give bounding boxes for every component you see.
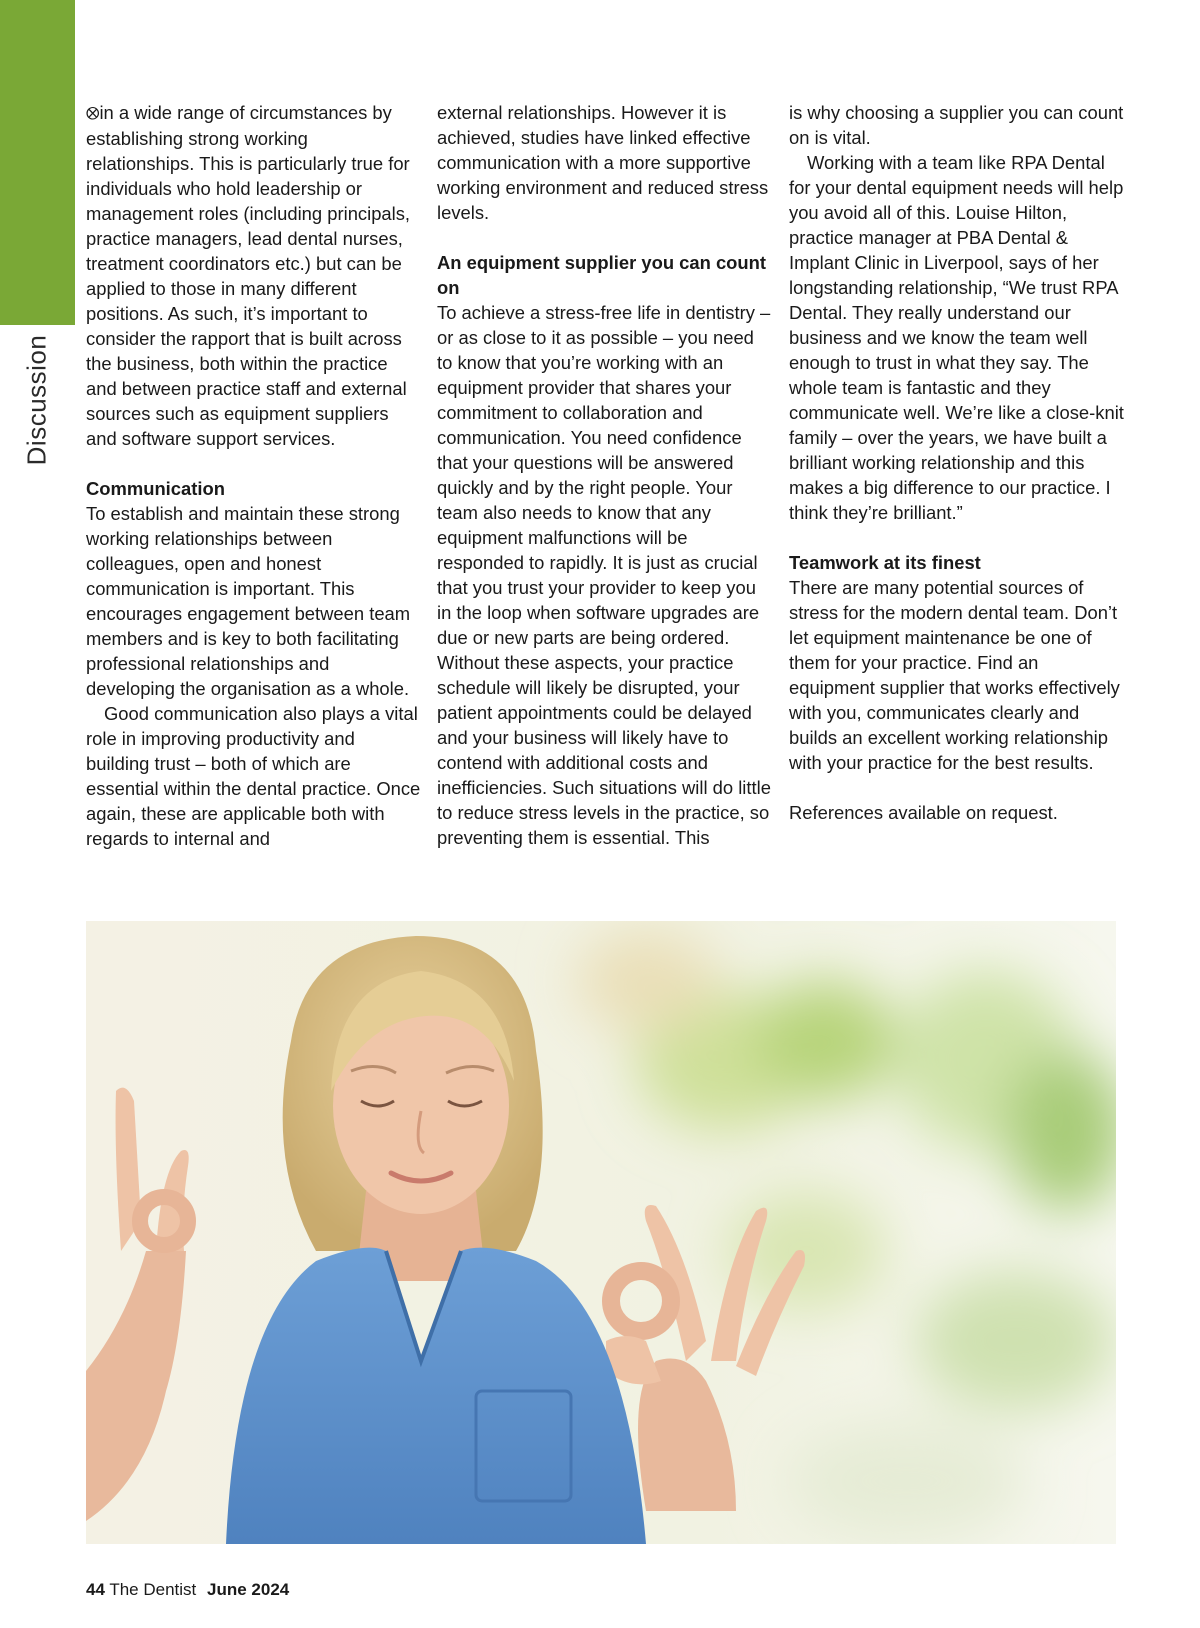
communication-paragraph-1: To establish and maintain these strong working relationships between colleagues, open and honest communication is important. This encourages engagement between team members and is key to both facilitating professional relationships and developing the organisation as a whole. xyxy=(86,503,411,699)
intro-rest: by establishing strong working relationships. This is particularly true for individuals who hold leadership or management roles (including principals, practice managers, lead dental nurses, treatment coordinators etc.) but can be applied to those in many different positions. As such, it’s important to consider the rapport that is built across the business, both within the practice and between practice staff and external sources such as equipment suppliers and software support services. xyxy=(86,102,411,449)
column2-paragraph-1: external relationships. However it is achieved, studies have linked effective communication with a more supportive working environment and reduced stress levels. xyxy=(437,102,769,223)
continued-arrow-icon: ⭙ xyxy=(86,104,100,123)
publication-name: The Dentist xyxy=(109,1580,197,1599)
communication-heading: Communication xyxy=(86,478,225,499)
supplier-paragraph: To achieve a stress-free life in dentistry – or as close to it as possible – you need to know that you’re working with an equipment provider that shares your commitment to collaboration and communication. You need confidence that your questions will be answered quickly and by the right people. Your team also needs to know that any equipment malfunctions will be responded to rapidly. It is just as crucial that you trust your provider to keep you in the loop when software upgrades are due or new parts are being ordered. Without these aspects, your practice schedule will likely be disrupted, your patient appointments could be delayed and your business will likely have to contend with additional costs and inefficiencies. Such situations will do little to reduce stress levels in the practice, so preventing them is essential. This xyxy=(437,302,771,848)
article-column-3 xyxy=(789,100,1124,825)
references-note: References available on request. xyxy=(789,802,1058,823)
article-column-1 xyxy=(86,100,421,851)
communication-paragraph-2: Good communication also plays a vital role in improving productivity and building trust – both of which are essential within the dental practice. Once again, these are applicable both with regards to internal and xyxy=(86,703,421,849)
teamwork-paragraph: There are many potential sources of stress for the modern dental team. Don’t let equipment maintenance be one of them for your practice. Find an equipment supplier that works effectively with you, communicates clearly and builds an excellent working relationship with your practice for the best results. xyxy=(789,577,1120,773)
intro-paragraph xyxy=(86,100,421,451)
page-footer xyxy=(86,1580,289,1600)
teamwork-heading: Teamwork at its finest xyxy=(789,552,981,573)
intro-first-line: in a wide range of circumstances xyxy=(99,102,368,123)
issue-date: June 2024 xyxy=(207,1580,290,1599)
article-column-2 xyxy=(437,100,772,850)
woman-meditating-illustration xyxy=(86,921,1116,1544)
page-number: 44 xyxy=(86,1580,105,1599)
section-color-bar xyxy=(0,0,75,325)
column3-paragraph-1: is why choosing a supplier you can count on is vital. xyxy=(789,102,1124,148)
supplier-heading: An equipment supplier you can count on xyxy=(437,252,767,298)
article-photo xyxy=(86,921,1116,1544)
testimonial-paragraph: Working with a team like RPA Dental for your dental equipment needs will help you avoid all of this. Louise Hilton, practice manager at PBA Dental & Implant Clinic in Liverpool, says of her longstanding relationship, “We trust RPA Dental. They really understand our business and we know the team well enough to trust in what they say. The whole team is fantastic and they communicate well. We’re like a close-knit family – over the years, we have built a brilliant working relationship and this makes a big difference to our practice. I think they’re brilliant.” xyxy=(789,152,1124,523)
section-label: Discussion xyxy=(21,334,52,466)
